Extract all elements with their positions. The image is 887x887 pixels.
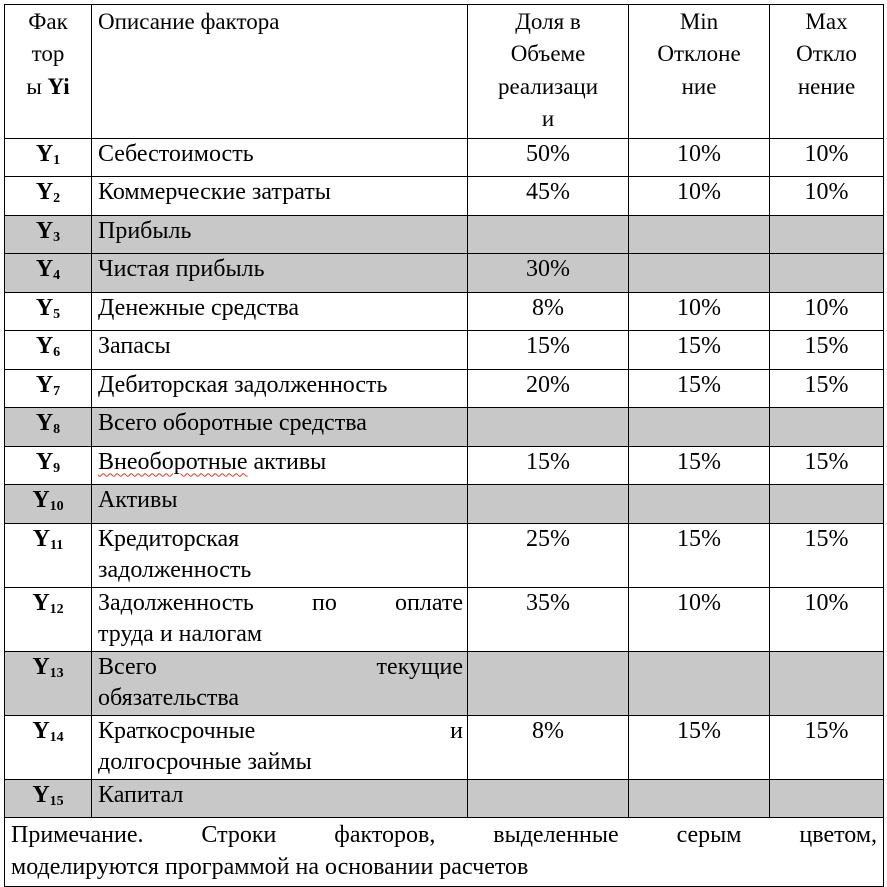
share-value: 20%: [468, 369, 629, 408]
factor-code: [5, 408, 92, 447]
description-line: обязательства: [98, 685, 240, 712]
factor-index: 7: [53, 383, 61, 399]
factor-description: [92, 715, 468, 779]
description-line: Капитал: [98, 781, 184, 808]
table-row: [5, 715, 884, 779]
min-deviation-value: [629, 485, 770, 524]
header-min-line: ние: [681, 73, 717, 99]
factor-letter: Y: [32, 653, 50, 680]
share-value: 35%: [468, 587, 629, 651]
table-row: [5, 446, 884, 485]
min-deviation-value: [629, 779, 770, 818]
description-line: Задолженность по оплате: [98, 589, 463, 616]
header-factor-symbol: Yi: [47, 73, 70, 99]
factor-description: [92, 485, 468, 524]
table-header: [5, 5, 884, 139]
factor-letter: Y: [35, 371, 54, 398]
note-row: [5, 818, 884, 887]
table-row: [5, 215, 884, 254]
factor-letter: Y: [32, 487, 50, 514]
description-line: Дебиторская задолженность: [98, 371, 388, 398]
description-line: Активы: [98, 487, 178, 514]
min-deviation-value: 15%: [629, 523, 770, 587]
factor-letter: Y: [35, 217, 54, 244]
factor-index: 5: [53, 306, 61, 322]
share-value: 45%: [468, 177, 629, 216]
header-row: [5, 5, 884, 139]
min-deviation-value: 10%: [629, 292, 770, 331]
table-row: [5, 369, 884, 408]
min-deviation-value: [629, 254, 770, 293]
min-deviation-value: [629, 215, 770, 254]
factor-index: 11: [50, 537, 64, 553]
share-value: [468, 779, 629, 818]
table-row: [5, 292, 884, 331]
description-line: Коммерческие затраты: [98, 179, 331, 206]
share-value: [468, 485, 629, 524]
header-min-deviation: [629, 5, 770, 139]
spellcheck-word: Внеоборотные: [98, 448, 248, 475]
table-note: [5, 818, 884, 887]
min-deviation-value: 10%: [629, 177, 770, 216]
factor-code: [5, 446, 92, 485]
share-value: 15%: [468, 446, 629, 485]
header-description: Описание фактора: [92, 5, 468, 139]
header-share-line: Доля в: [515, 9, 581, 34]
table-row: [5, 485, 884, 524]
factor-description: [92, 651, 468, 715]
header-max-line: нение: [797, 73, 856, 99]
table-row: [5, 651, 884, 715]
factor-letter: Y: [35, 140, 54, 167]
factor-letter: Y: [35, 294, 54, 321]
table-row: [5, 408, 884, 447]
description-line: труда и налогам: [98, 621, 263, 648]
factor-code: [5, 587, 92, 651]
share-value: [468, 651, 629, 715]
description-line: Запасы: [98, 333, 171, 360]
table-row: [5, 779, 884, 818]
description-line: Краткосрочные и: [98, 717, 463, 744]
max-deviation-value: 10%: [770, 587, 884, 651]
description-line: Всего текущие: [98, 653, 463, 680]
factor-description: [92, 587, 468, 651]
table-row: [5, 254, 884, 293]
factor-description: [92, 331, 468, 370]
factor-index: 9: [53, 460, 61, 476]
min-deviation-value: 10%: [629, 138, 770, 177]
description-line: задолженность: [98, 557, 252, 584]
max-deviation-value: 10%: [770, 138, 884, 177]
factor-letter: Y: [32, 589, 50, 616]
factor-code: [5, 779, 92, 818]
min-deviation-value: 15%: [629, 331, 770, 370]
factor-letter: Y: [32, 525, 51, 552]
max-deviation-value: 15%: [770, 331, 884, 370]
max-deviation-value: [770, 215, 884, 254]
factor-index: 14: [49, 729, 64, 745]
description-line: Всего оборотные средства: [98, 410, 367, 437]
factor-code: [5, 369, 92, 408]
note-line: Примечание. Строки факторов, выделенные серым цветом,: [11, 822, 877, 849]
factor-letter: Y: [35, 333, 54, 360]
factor-code: [5, 485, 92, 524]
max-deviation-value: 10%: [770, 177, 884, 216]
max-deviation-value: [770, 254, 884, 293]
factor-code: [5, 715, 92, 779]
max-deviation-value: [770, 651, 884, 715]
share-value: 25%: [468, 523, 629, 587]
factor-letter: Y: [35, 448, 54, 475]
description-line: Кредиторская: [98, 525, 240, 552]
share-value: 8%: [468, 292, 629, 331]
factor-letter: Y: [35, 179, 54, 206]
header-share-line: и: [541, 106, 555, 132]
factor-code: [5, 138, 92, 177]
factor-index: 6: [53, 345, 61, 361]
factor-code: [5, 254, 92, 293]
factor-code: [5, 651, 92, 715]
header-min-line: Отклоне: [657, 41, 741, 67]
share-value: [468, 408, 629, 447]
factor-index: 10: [49, 499, 64, 515]
header-max-deviation: [770, 5, 884, 139]
header-factor-line: тор: [31, 41, 65, 67]
factor-index: 3: [53, 229, 61, 245]
factor-index: 2: [53, 191, 61, 207]
min-deviation-value: [629, 408, 770, 447]
description-line: Внеоборотные активы: [98, 448, 327, 475]
description-line: долгосрочные займы: [98, 749, 312, 776]
factor-letter: Y: [35, 256, 54, 283]
max-deviation-value: 15%: [770, 715, 884, 779]
min-deviation-value: [629, 651, 770, 715]
max-deviation-value: 10%: [770, 292, 884, 331]
description-line: Денежные средства: [98, 294, 300, 321]
header-max-line: Откло: [796, 41, 857, 67]
factor-index: 4: [53, 268, 61, 284]
factor-code: [5, 215, 92, 254]
factor-description: [92, 779, 468, 818]
factor-description: [92, 292, 468, 331]
factor-code: [5, 177, 92, 216]
header-factor-line: ы Yi: [26, 73, 70, 99]
header-factor: [5, 5, 92, 139]
table-footer: [5, 818, 884, 887]
min-deviation-value: 10%: [629, 587, 770, 651]
table-row: [5, 138, 884, 177]
share-value: 30%: [468, 254, 629, 293]
header-share-line: Объеме: [510, 41, 586, 67]
table-row: [5, 177, 884, 216]
factor-description: [92, 523, 468, 587]
document-page: [4, 4, 883, 887]
description-line: Чистая прибыль: [98, 256, 265, 283]
factor-description: [92, 177, 468, 216]
factor-description: [92, 369, 468, 408]
factor-code: [5, 292, 92, 331]
note-line: моделируются программой на основании расчетов: [11, 853, 529, 880]
factor-description: [92, 215, 468, 254]
factor-letter: Y: [32, 781, 50, 808]
max-deviation-value: [770, 485, 884, 524]
min-deviation-value: 15%: [629, 715, 770, 779]
min-deviation-value: 15%: [629, 446, 770, 485]
table-row: [5, 331, 884, 370]
factor-description: [92, 254, 468, 293]
share-value: [468, 215, 629, 254]
factor-index: 12: [49, 601, 64, 617]
header-factor-line: Фак: [28, 9, 68, 34]
factor-index: 1: [53, 152, 61, 168]
factor-code: [5, 331, 92, 370]
header-share: [468, 5, 629, 139]
header-min-line: Min: [679, 9, 719, 34]
factor-index: 13: [49, 665, 64, 681]
share-value: 8%: [468, 715, 629, 779]
min-deviation-value: 15%: [629, 369, 770, 408]
factor-code: [5, 523, 92, 587]
header-share-line: реализаци: [497, 73, 599, 99]
factor-description: [92, 408, 468, 447]
factor-description: [92, 446, 468, 485]
share-value: 50%: [468, 138, 629, 177]
table-row: [5, 523, 884, 587]
factor-letter: Y: [35, 410, 54, 437]
factor-description: [92, 138, 468, 177]
table-row: [5, 587, 884, 651]
factors-table: [4, 4, 884, 887]
max-deviation-value: 15%: [770, 369, 884, 408]
max-deviation-value: 15%: [770, 446, 884, 485]
share-value: 15%: [468, 331, 629, 370]
table-body: [5, 138, 884, 818]
description-line: Прибыль: [98, 217, 192, 244]
description-line: Себестоимость: [98, 140, 254, 167]
max-deviation-value: [770, 779, 884, 818]
factor-index: 8: [53, 422, 61, 438]
factor-index: 15: [49, 793, 64, 809]
max-deviation-value: 15%: [770, 523, 884, 587]
max-deviation-value: [770, 408, 884, 447]
factor-letter: Y: [32, 717, 50, 744]
header-max-line: Max: [805, 9, 848, 34]
